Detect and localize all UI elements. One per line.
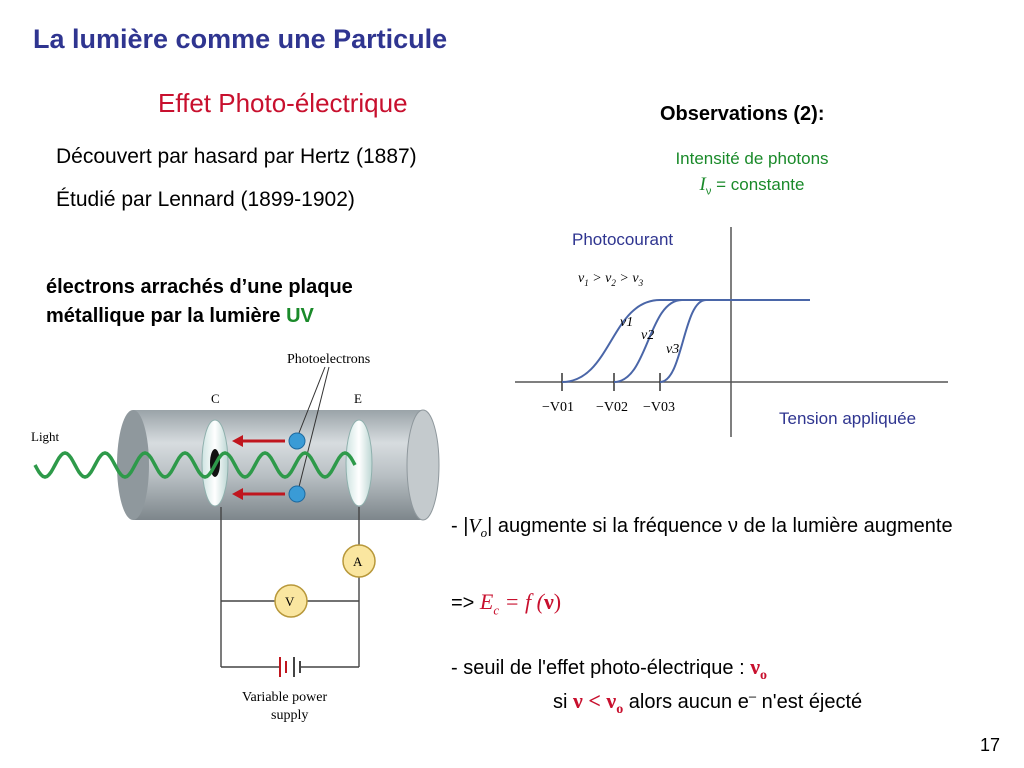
obs1-prefix: - | [451,515,469,537]
light-label: Light [31,429,60,444]
photoelectrons-label: Photoelectrons [287,352,371,367]
intensity-line1: Intensité de photons [675,149,829,168]
observation-formula [451,589,561,618]
tick-label-1: −V02 [596,400,629,415]
curve-ν1 [562,300,810,382]
photoelectron-bottom [289,486,305,502]
tube-right-end [407,410,439,520]
uv-label: UV [286,305,314,327]
si-end: n'est éjecté [756,691,863,713]
formula-rest: = f ( [499,589,544,614]
photoelectron-top [289,433,305,449]
intensity-symbol: I [699,174,706,195]
legend-text: $\nu_1 > \nu_2 > \nu_3$ [578,271,644,288]
seuil-text: - seuil de l'effet photo-électrique : [451,657,751,679]
voltmeter [275,585,307,617]
anode-plate [346,420,372,506]
intensity-line2 [600,172,904,204]
ammeter [343,545,375,577]
tick-label-2: −V03 [643,400,676,415]
anode-label: E [354,391,362,406]
formula-close: ) [553,589,562,614]
si-prefix: si [553,691,573,713]
x-axis-label: Tension appliquée [779,409,917,428]
obs1-sub: o [480,525,488,540]
si-cond: ν < ν [573,688,617,713]
seuil-sub: o [760,668,768,683]
si-sup: – [748,688,757,704]
observations-header: Observations (2): [660,103,825,125]
cathode-label: C [211,391,220,406]
tick-label-0: −V01 [542,400,575,415]
page-number: 17 [980,735,1001,755]
intensity-rest: = constante [711,175,805,194]
formula-nu: ν [543,589,554,614]
supply-label-1: Variable power [242,690,328,705]
observation-threshold [451,654,767,684]
ammeter-label: A [353,554,363,569]
voltmeter-label: V [285,594,295,609]
si-rest: alors aucun e [623,691,749,713]
obs1-var: V [468,515,481,537]
obs1-text: | augmente si la fréquence ν de la lumière augmente [487,515,953,537]
electrons-text: électrons arrachés d’une plaque métallique par la lumière [46,276,353,327]
intensity-note [600,146,904,204]
energy-formula [479,589,562,618]
electrons-description [46,273,446,331]
slide-title: La lumière comme une Particule [33,24,448,54]
observation-voltage [451,512,991,547]
discovery-line: Découvert par hasard par Hertz (1887) [56,145,417,168]
tube-left-end [117,410,149,520]
arrow-prefix: => [451,592,480,614]
si-sub: o [616,702,624,717]
curve-ν3 [660,300,810,382]
study-line: Étudié par Lennard (1899-1902) [56,188,355,211]
seuil-nu: ν [750,654,761,679]
intensity-sub: ν [705,185,712,198]
power-supply [280,657,300,677]
threshold-condition [553,688,862,718]
curve-label-ν1: ν1 [620,315,634,330]
curve-label-ν3: ν3 [666,342,680,357]
formula-sub: c [493,602,500,618]
supply-label-2: supply [271,708,309,723]
y-axis-label: Photocourant [572,230,674,249]
formula-e: E [479,589,494,614]
slide-subtitle: Effet Photo-électrique [158,88,408,118]
curve-label-ν2: ν2 [641,328,655,343]
apparatus-diagram [25,345,445,725]
